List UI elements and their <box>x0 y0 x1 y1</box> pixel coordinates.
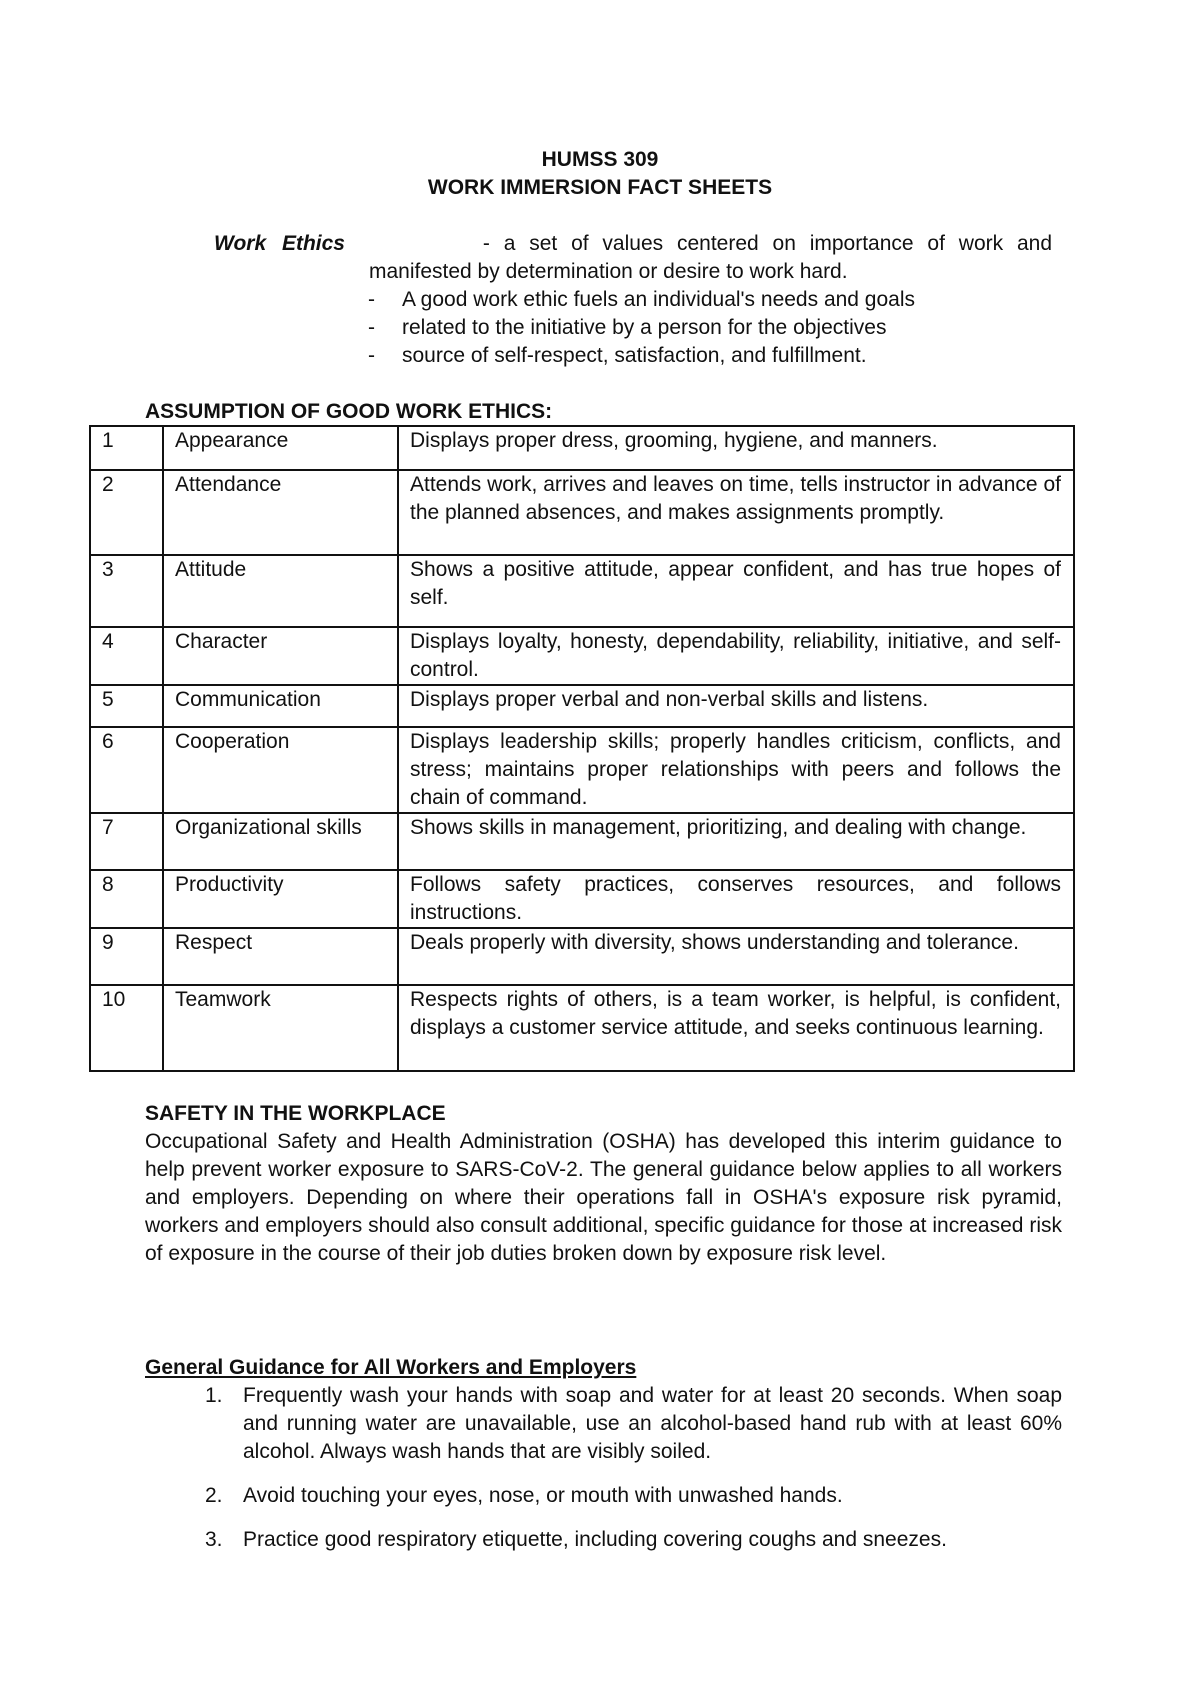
row-description: Displays proper dress, grooming, hygiene, and manners. <box>398 426 1074 470</box>
row-aspect: Respect <box>163 928 398 985</box>
item-text: Practice good respiratory etiquette, including covering coughs and sneezes. <box>243 1528 947 1551</box>
table-row <box>90 555 1074 627</box>
row-number: 7 <box>90 813 163 870</box>
row-description: Deals properly with diversity, shows understanding and tolerance. <box>398 928 1074 985</box>
work-ethics-definition-line1: - a set of values centered on importance of work and <box>482 232 1052 255</box>
dash-bullet: - <box>368 316 375 339</box>
table-row <box>90 870 1074 928</box>
row-description: Shows a positive attitude, appear confident, and has true hopes of self. <box>398 555 1074 627</box>
row-number: 3 <box>90 555 163 627</box>
item-text: Frequently wash your hands with soap and water for at least 20 seconds. When soap and running water are unavailable, use an alcohol-based hand rub with at least 60% alcohol. Always wash hands that are visibly soiled. <box>243 1384 1062 1463</box>
table-row <box>90 928 1074 985</box>
row-aspect: Communication <box>163 685 398 727</box>
row-number: 5 <box>90 685 163 727</box>
row-aspect: Productivity <box>163 870 398 928</box>
list-item: - related to the initiative by a person for the objectives <box>368 314 915 342</box>
row-description: Displays proper verbal and non-verbal skills and listens. <box>398 685 1074 727</box>
list-item <box>205 1482 1062 1510</box>
row-aspect: Cooperation <box>163 727 398 813</box>
row-aspect: Attendance <box>163 470 398 555</box>
table-row <box>90 426 1074 470</box>
list-item <box>205 1526 1062 1554</box>
table-row <box>90 727 1074 813</box>
row-number: 2 <box>90 470 163 555</box>
table-row <box>90 985 1074 1071</box>
safety-heading: SAFETY IN THE WORKPLACE <box>145 1102 446 1125</box>
list-item <box>205 1382 1062 1466</box>
row-aspect: Character <box>163 627 398 685</box>
dash-bullet: - <box>368 344 375 367</box>
dash-bullet: - <box>368 288 375 311</box>
table-row <box>90 627 1074 685</box>
row-description: Follows safety practices, conserves resources, and follows instructions. <box>398 870 1074 928</box>
document-title: WORK IMMERSION FACT SHEETS <box>427 176 773 199</box>
item-number: 1. <box>205 1384 223 1407</box>
row-description: Displays loyalty, honesty, dependability, reliability, initiative, and self-control. <box>398 627 1074 685</box>
guidance-heading: General Guidance for All Workers and Employers <box>145 1356 637 1379</box>
row-number: 10 <box>90 985 163 1071</box>
row-aspect: Teamwork <box>163 985 398 1071</box>
row-description: Displays leadership skills; properly handles criticism, conflicts, and stress; maintains proper relationships with peers and follows the chain of command. <box>398 727 1074 813</box>
row-description: Attends work, arrives and leaves on time, tells instructor in advance of the planned absences, and makes assignments promptly. <box>398 470 1074 555</box>
table-row <box>90 685 1074 727</box>
item-number: 2. <box>205 1484 223 1507</box>
row-aspect: Appearance <box>163 426 398 470</box>
row-number: 8 <box>90 870 163 928</box>
row-aspect: Attitude <box>163 555 398 627</box>
table-row <box>90 470 1074 555</box>
guidance-list <box>205 1382 1062 1570</box>
work-ethics-bullets <box>368 286 915 370</box>
row-description: Shows skills in management, prioritizing, and dealing with change. <box>398 813 1074 870</box>
row-number: 1 <box>90 426 163 470</box>
table-row <box>90 813 1074 870</box>
row-number: 9 <box>90 928 163 985</box>
row-description: Respects rights of others, is a team worker, is helpful, is confident, displays a customer service attitude, and seeks continuous learning. <box>398 985 1074 1071</box>
safety-paragraph: Occupational Safety and Health Administration (OSHA) has developed this interim guidance to help prevent worker exposure to SARS-CoV-2. The general guidance below applies to all workers and employers. Depending on where their operations fall in OSHA's exposure risk pyramid, workers and employers should also consult additional, specific guidance for those at increased risk of exposure in the course of their job duties broken down by exposure risk level. <box>145 1130 1062 1265</box>
course-code: HUMSS 309 <box>541 148 659 171</box>
document-header <box>0 146 1200 202</box>
item-number: 3. <box>205 1528 223 1551</box>
work-ethics-definition-line2: manifested by determination or desire to work hard. <box>369 260 848 283</box>
list-item: - A good work ethic fuels an individual's needs and goals <box>368 286 915 314</box>
work-ethics-table <box>89 425 1075 1072</box>
work-ethics-definition <box>214 230 1052 286</box>
row-number: 6 <box>90 727 163 813</box>
row-number: 4 <box>90 627 163 685</box>
work-ethics-term: Work Ethics <box>214 232 345 255</box>
list-item: - source of self-respect, satisfaction, and fulfillment. <box>368 342 915 370</box>
assumption-heading: ASSUMPTION OF GOOD WORK ETHICS: <box>145 400 553 423</box>
row-aspect: Organizational skills <box>163 813 398 870</box>
item-text: Avoid touching your eyes, nose, or mouth with unwashed hands. <box>243 1484 843 1507</box>
